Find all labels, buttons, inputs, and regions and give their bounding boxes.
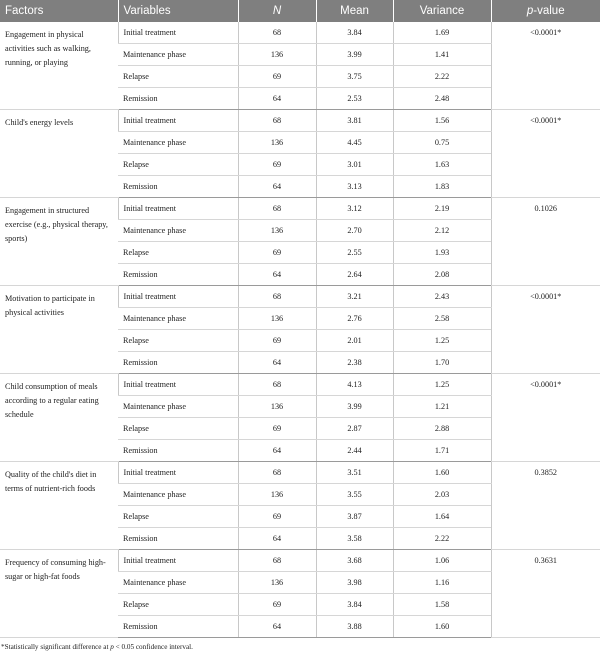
n-cell: 69 bbox=[238, 418, 316, 440]
variance-cell: 2.19 bbox=[393, 198, 491, 220]
mean-cell: 4.13 bbox=[316, 374, 393, 396]
mean-cell: 3.84 bbox=[316, 22, 393, 44]
mean-cell: 3.68 bbox=[316, 550, 393, 572]
variance-cell: 1.21 bbox=[393, 396, 491, 418]
pvalue-cell: <0.0001* bbox=[491, 110, 600, 198]
footnote-suffix: < 0.05 confidence interval. bbox=[113, 643, 193, 651]
variance-cell: 1.71 bbox=[393, 440, 491, 462]
variance-cell: 1.60 bbox=[393, 462, 491, 484]
variance-cell: 2.58 bbox=[393, 308, 491, 330]
table-row bbox=[0, 462, 600, 484]
n-cell: 68 bbox=[238, 110, 316, 132]
factor-cell: Engagement in physical activities such as walking, running, or playing bbox=[0, 22, 118, 110]
n-cell: 64 bbox=[238, 88, 316, 110]
mean-cell: 2.70 bbox=[316, 220, 393, 242]
n-cell: 68 bbox=[238, 550, 316, 572]
variable-cell: Relapse bbox=[118, 594, 238, 616]
variance-cell: 1.69 bbox=[393, 22, 491, 44]
variable-cell: Remission bbox=[118, 352, 238, 374]
mean-cell: 3.75 bbox=[316, 66, 393, 88]
variance-cell: 1.70 bbox=[393, 352, 491, 374]
header-mean: Mean bbox=[316, 0, 393, 22]
variance-cell: 1.06 bbox=[393, 550, 491, 572]
mean-cell: 4.45 bbox=[316, 132, 393, 154]
footnote bbox=[1, 643, 600, 651]
header-pvalue-suffix: -value bbox=[533, 5, 565, 17]
variable-cell: Relapse bbox=[118, 154, 238, 176]
mean-cell: 3.12 bbox=[316, 198, 393, 220]
variance-cell: 2.88 bbox=[393, 418, 491, 440]
variance-cell: 2.43 bbox=[393, 286, 491, 308]
variable-cell: Initial treatment bbox=[118, 462, 238, 484]
pvalue-cell: 0.1026 bbox=[491, 198, 600, 286]
variance-cell: 1.25 bbox=[393, 374, 491, 396]
n-cell: 136 bbox=[238, 44, 316, 66]
header-pvalue bbox=[491, 0, 600, 22]
mean-cell: 3.84 bbox=[316, 594, 393, 616]
pvalue-cell: <0.0001* bbox=[491, 22, 600, 110]
variance-cell: 1.58 bbox=[393, 594, 491, 616]
variable-cell: Initial treatment bbox=[118, 198, 238, 220]
variance-cell: 2.03 bbox=[393, 484, 491, 506]
pvalue-cell: 0.3631 bbox=[491, 550, 600, 638]
header-factors: Factors bbox=[0, 0, 118, 22]
factor-cell: Quality of the child's diet in terms of nutrient-rich foods bbox=[0, 462, 118, 550]
variable-cell: Relapse bbox=[118, 418, 238, 440]
n-cell: 69 bbox=[238, 66, 316, 88]
variance-cell: 1.83 bbox=[393, 176, 491, 198]
n-cell: 69 bbox=[238, 242, 316, 264]
variable-cell: Relapse bbox=[118, 330, 238, 352]
factor-cell: Frequency of consuming high-sugar or high-fat foods bbox=[0, 550, 118, 638]
mean-cell: 3.13 bbox=[316, 176, 393, 198]
n-cell: 69 bbox=[238, 330, 316, 352]
mean-cell: 3.21 bbox=[316, 286, 393, 308]
table-header bbox=[0, 0, 600, 22]
mean-cell: 2.87 bbox=[316, 418, 393, 440]
n-cell: 136 bbox=[238, 396, 316, 418]
table-row bbox=[0, 286, 600, 308]
variable-cell: Relapse bbox=[118, 66, 238, 88]
mean-cell: 2.01 bbox=[316, 330, 393, 352]
n-cell: 136 bbox=[238, 220, 316, 242]
variable-cell: Remission bbox=[118, 616, 238, 638]
mean-cell: 3.55 bbox=[316, 484, 393, 506]
variance-cell: 2.22 bbox=[393, 528, 491, 550]
header-variables: Variables bbox=[118, 0, 238, 22]
table-body bbox=[0, 22, 600, 638]
n-cell: 69 bbox=[238, 594, 316, 616]
header-pvalue-italic: p bbox=[526, 5, 534, 17]
mean-cell: 2.38 bbox=[316, 352, 393, 374]
mean-cell: 2.44 bbox=[316, 440, 393, 462]
pvalue-cell: <0.0001* bbox=[491, 374, 600, 462]
variance-cell: 1.16 bbox=[393, 572, 491, 594]
n-cell: 68 bbox=[238, 462, 316, 484]
variable-cell: Maintenance phase bbox=[118, 44, 238, 66]
mean-cell: 3.98 bbox=[316, 572, 393, 594]
factor-cell: Child's energy levels bbox=[0, 110, 118, 198]
n-cell: 136 bbox=[238, 484, 316, 506]
variable-cell: Initial treatment bbox=[118, 286, 238, 308]
n-cell: 64 bbox=[238, 264, 316, 286]
variance-cell: 1.93 bbox=[393, 242, 491, 264]
n-cell: 68 bbox=[238, 22, 316, 44]
n-cell: 68 bbox=[238, 198, 316, 220]
n-cell: 68 bbox=[238, 286, 316, 308]
table-row bbox=[0, 198, 600, 220]
mean-cell: 3.51 bbox=[316, 462, 393, 484]
variable-cell: Initial treatment bbox=[118, 110, 238, 132]
mean-cell: 2.76 bbox=[316, 308, 393, 330]
n-cell: 136 bbox=[238, 308, 316, 330]
variable-cell: Maintenance phase bbox=[118, 396, 238, 418]
variance-cell: 2.12 bbox=[393, 220, 491, 242]
variable-cell: Initial treatment bbox=[118, 550, 238, 572]
n-cell: 64 bbox=[238, 352, 316, 374]
mean-cell: 2.55 bbox=[316, 242, 393, 264]
variance-cell: 1.60 bbox=[393, 616, 491, 638]
variable-cell: Initial treatment bbox=[118, 374, 238, 396]
variable-cell: Remission bbox=[118, 88, 238, 110]
variable-cell: Remission bbox=[118, 528, 238, 550]
mean-cell: 3.99 bbox=[316, 44, 393, 66]
variance-cell: 1.41 bbox=[393, 44, 491, 66]
variable-cell: Remission bbox=[118, 264, 238, 286]
n-cell: 64 bbox=[238, 528, 316, 550]
variance-cell: 1.63 bbox=[393, 154, 491, 176]
n-cell: 69 bbox=[238, 506, 316, 528]
header-variance: Variance bbox=[393, 0, 491, 22]
factor-cell: Motivation to participate in physical activities bbox=[0, 286, 118, 374]
variable-cell: Relapse bbox=[118, 242, 238, 264]
factor-cell: Child consumption of meals according to a regular eating schedule bbox=[0, 374, 118, 462]
variable-cell: Initial treatment bbox=[118, 22, 238, 44]
variance-cell: 2.08 bbox=[393, 264, 491, 286]
variable-cell: Maintenance phase bbox=[118, 220, 238, 242]
n-cell: 68 bbox=[238, 374, 316, 396]
pvalue-cell: <0.0001* bbox=[491, 286, 600, 374]
table-row bbox=[0, 374, 600, 396]
mean-cell: 3.01 bbox=[316, 154, 393, 176]
variable-cell: Remission bbox=[118, 176, 238, 198]
mean-cell: 3.87 bbox=[316, 506, 393, 528]
variable-cell: Maintenance phase bbox=[118, 132, 238, 154]
mean-cell: 3.99 bbox=[316, 396, 393, 418]
n-cell: 64 bbox=[238, 440, 316, 462]
table-row bbox=[0, 110, 600, 132]
mean-cell: 3.88 bbox=[316, 616, 393, 638]
variance-cell: 1.25 bbox=[393, 330, 491, 352]
variance-cell: 2.22 bbox=[393, 66, 491, 88]
footnote-prefix: *Statistically significant difference at bbox=[1, 643, 111, 651]
variance-cell: 1.56 bbox=[393, 110, 491, 132]
pvalue-cell: 0.3852 bbox=[491, 462, 600, 550]
variable-cell: Maintenance phase bbox=[118, 572, 238, 594]
variance-cell: 2.48 bbox=[393, 88, 491, 110]
n-cell: 69 bbox=[238, 154, 316, 176]
factor-cell: Engagement in structured exercise (e.g., physical therapy, sports) bbox=[0, 198, 118, 286]
footnote-p: p bbox=[110, 643, 114, 651]
table-row bbox=[0, 550, 600, 572]
variable-cell: Maintenance phase bbox=[118, 308, 238, 330]
n-cell: 136 bbox=[238, 132, 316, 154]
table-row bbox=[0, 22, 600, 44]
header-n-label: N bbox=[272, 5, 282, 17]
mean-cell: 2.64 bbox=[316, 264, 393, 286]
n-cell: 64 bbox=[238, 176, 316, 198]
header-n bbox=[238, 0, 316, 22]
variable-cell: Maintenance phase bbox=[118, 484, 238, 506]
mean-cell: 3.81 bbox=[316, 110, 393, 132]
variable-cell: Remission bbox=[118, 440, 238, 462]
n-cell: 136 bbox=[238, 572, 316, 594]
variance-cell: 0.75 bbox=[393, 132, 491, 154]
mean-cell: 2.53 bbox=[316, 88, 393, 110]
n-cell: 64 bbox=[238, 616, 316, 638]
variable-cell: Relapse bbox=[118, 506, 238, 528]
variance-cell: 1.64 bbox=[393, 506, 491, 528]
mean-cell: 3.58 bbox=[316, 528, 393, 550]
